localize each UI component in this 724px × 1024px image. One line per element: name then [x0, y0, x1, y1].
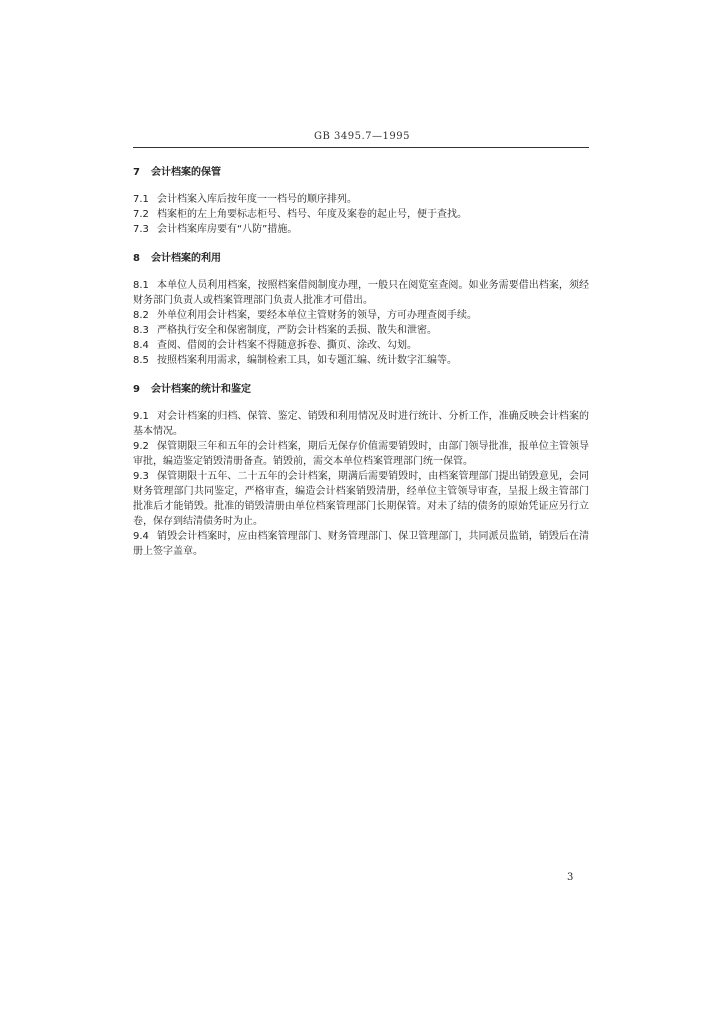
section-8-title	[133, 251, 589, 266]
clause-number: 8.3	[133, 325, 149, 336]
clause-text: 保管期限十五年、二十五年的会计档案，期满后需要销毁时，由档案管理部门提出销毁意见，会同财务管理部门共同鉴定，严格审查，编造会计档案销毁清册，经单位主管领导审查，呈报上级主管部门批准后才能销毁。批准的销毁清册由单位档案管理部门长期保管。对未了结的债务的原始凭证应另行立卷，保存到结清债务时为止。	[133, 471, 589, 527]
section-number: 7	[133, 167, 140, 178]
clause-number: 7.2	[133, 209, 149, 220]
clause-number: 9.4	[133, 531, 149, 542]
clause-9-4	[133, 529, 589, 559]
section-9-items	[133, 409, 589, 559]
document-body	[133, 165, 589, 559]
clause-8-5	[133, 353, 589, 368]
clause-number: 7.1	[133, 194, 149, 205]
clause-8-3	[133, 323, 589, 338]
clause-number: 8.5	[133, 355, 149, 366]
clause-9-2	[133, 439, 589, 469]
clause-9-1	[133, 409, 589, 439]
section-number: 9	[133, 384, 140, 395]
clause-9-3	[133, 469, 589, 529]
clause-7-1	[133, 192, 589, 207]
clause-text: 销毁会计档案时，应由档案管理部门、财务管理部门、保卫管理部门，共同派员监销，销毁后在清册上签字盖章。	[133, 531, 589, 557]
clause-number: 8.1	[133, 280, 149, 291]
clause-text: 按照档案利用需求，编制检索工具，如专题汇编、统计数字汇编等。	[157, 355, 457, 366]
clause-text: 会计档案库房要有“八防”措施。	[157, 224, 298, 235]
clause-text: 保管期限三年和五年的会计档案，期后无保存价值需要销毁时，由部门领导批准，报单位主管领导审批，编造鉴定销毁清册备查。销毁前，需交本单位档案管理部门统一保管。	[133, 441, 589, 467]
clause-number: 9.2	[133, 441, 149, 452]
clause-text: 本单位人员利用档案，按照档案借阅制度办理，一般只在阅览室查阅。如业务需要借出档案，须经财务部门负责人或档案管理部门负责人批准才可借出。	[133, 280, 589, 306]
section-title-text: 会计档案的利用	[151, 253, 221, 264]
clause-text: 外单位利用会计档案，要经本单位主管财务的领导，方可办理查阅手续。	[157, 310, 477, 321]
clause-number: 9.1	[133, 411, 149, 422]
clause-text: 会计档案入库后按年度一一档号的顺序排列。	[157, 194, 357, 205]
section-9-title	[133, 382, 589, 397]
clause-text: 对会计档案的归档、保管、鉴定、销毁和利用情况及时进行统计、分析工作，准确反映会计档案的基本情况。	[133, 411, 589, 437]
clause-text: 查阅、借阅的会计档案不得随意拆卷、撕页、涂改、勾划。	[157, 340, 417, 351]
clause-7-3	[133, 222, 589, 237]
section-8-items	[133, 278, 589, 368]
clause-8-4	[133, 338, 589, 353]
page-number: 3	[567, 872, 574, 883]
clause-8-1	[133, 278, 589, 308]
section-7-items	[133, 192, 589, 237]
clause-text: 严格执行安全和保密制度，严防会计档案的丢损、散失和泄密。	[157, 325, 437, 336]
section-7-title	[133, 165, 589, 180]
header-rule	[133, 147, 589, 148]
standard-code-header: GB 3495.7—1995	[314, 131, 410, 142]
clause-8-2	[133, 308, 589, 323]
section-number: 8	[133, 253, 140, 264]
clause-number: 8.2	[133, 310, 149, 321]
clause-number: 7.3	[133, 224, 149, 235]
clause-number: 9.3	[133, 471, 149, 482]
section-title-text: 会计档案的统计和鉴定	[151, 384, 251, 395]
section-title-text: 会计档案的保管	[151, 167, 221, 178]
clause-7-2	[133, 207, 589, 222]
clause-number: 8.4	[133, 340, 149, 351]
clause-text: 档案柜的左上角要标志柜号、档号、年度及案卷的起止号，便于查找。	[157, 209, 467, 220]
